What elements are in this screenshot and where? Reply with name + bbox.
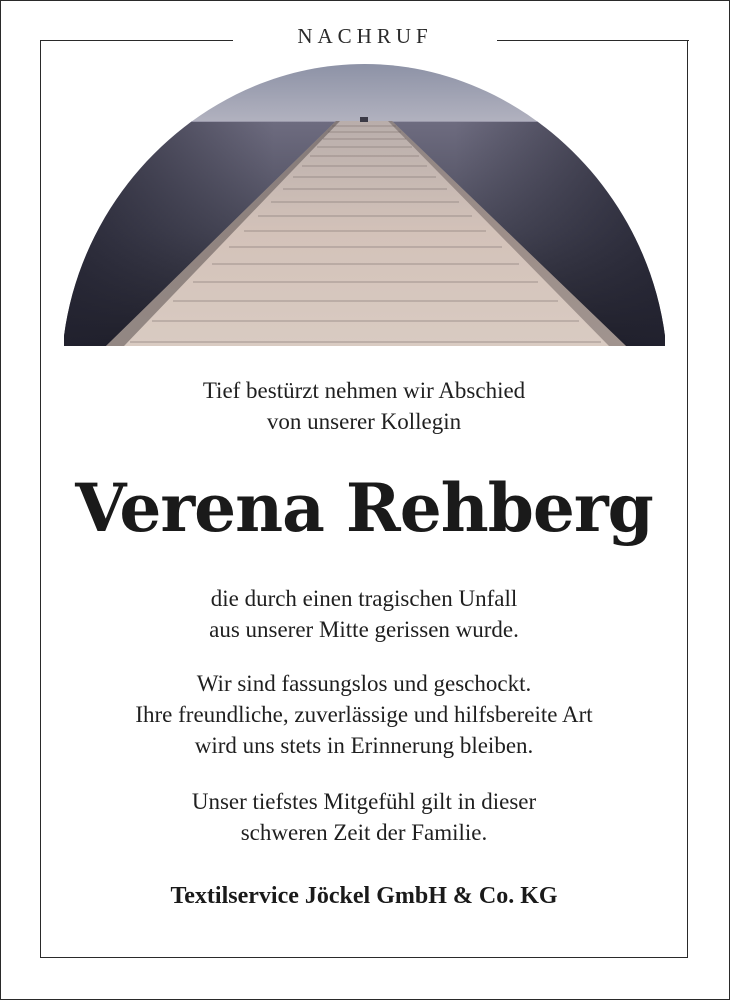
paragraph-line: Unser tiefstes Mitgefühl gilt in dieser — [191, 789, 537, 814]
paragraph-condolence — [41, 786, 687, 848]
header-rule-right — [497, 40, 689, 41]
paragraph-line: aus unserer Mitte gerissen wurde. — [209, 617, 519, 642]
paragraph-line: Ihre freundliche, zuverlässige und hilfsbereite Art — [135, 702, 593, 727]
paragraph-line: Wir sind fassungslos und geschockt. — [196, 671, 532, 696]
header-rule-left — [40, 40, 233, 41]
intro-line: von unserer Kollegin — [266, 409, 462, 434]
pier-photo — [64, 64, 665, 346]
intro-text — [41, 375, 687, 437]
paragraph-line: die durch einen tragischen Unfall — [210, 586, 518, 611]
notice-title: NACHRUF — [297, 24, 433, 48]
company-signature: Textilservice Jöckel GmbH & Co. KG — [170, 883, 558, 909]
paragraph-circumstances — [41, 583, 687, 645]
intro-line: Tief bestürzt nehmen wir Abschied — [202, 378, 526, 403]
paragraph-remembrance — [41, 668, 687, 761]
paragraph-line: wird uns stets in Erinnerung bleiben. — [194, 733, 534, 758]
paragraph-line: schweren Zeit der Familie. — [240, 820, 488, 845]
deceased-name: Verena Rehberg — [75, 469, 653, 547]
